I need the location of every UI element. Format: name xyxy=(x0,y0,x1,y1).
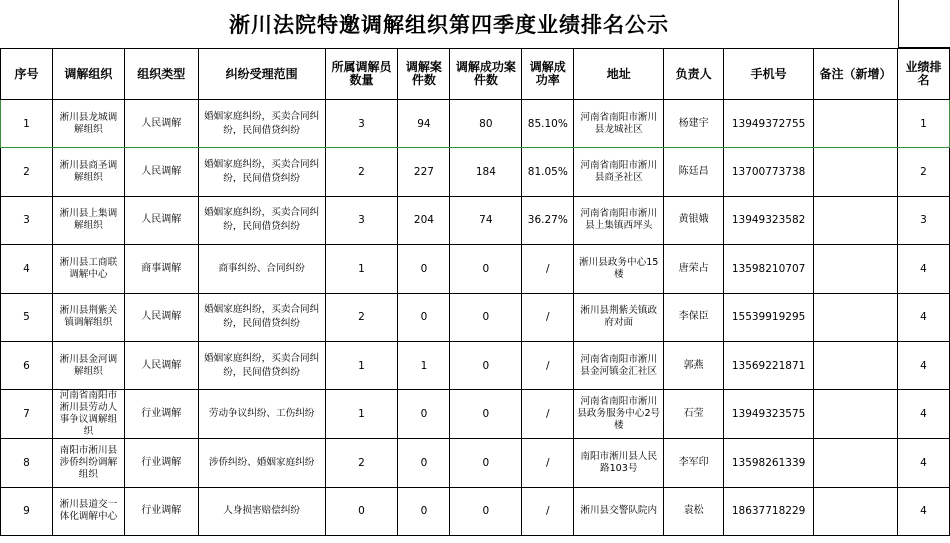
cell-range[interactable]: 劳动争议纠纷、工伤纠纷 xyxy=(198,390,325,439)
ranking-table xyxy=(0,48,950,536)
cell-range[interactable]: 婚姻家庭纠纷，买卖合同纠纷，民间借贷纠纷 xyxy=(198,196,325,244)
cell-org[interactable]: 淅川县商圣调解组织 xyxy=(52,148,124,196)
cell-index[interactable]: 6 xyxy=(1,341,53,389)
cell-cases[interactable]: 0 xyxy=(398,293,450,341)
cell-cases[interactable]: 204 xyxy=(398,196,450,244)
header-cell-person[interactable]: 负责人 xyxy=(664,49,724,100)
cell-range[interactable]: 人身损害赔偿纠纷 xyxy=(198,487,325,535)
header-cell-address[interactable]: 地址 xyxy=(574,49,664,100)
cell-type[interactable]: 行业调解 xyxy=(124,390,198,439)
table-row[interactable] xyxy=(1,487,950,535)
cell-success[interactable]: 0 xyxy=(450,487,522,535)
cell-rate[interactable]: / xyxy=(522,390,574,439)
cell-org[interactable]: 河南省南阳市淅川县劳动人事争议调解组织 xyxy=(52,390,124,439)
header-cell-mediators[interactable]: 所属调解员数量 xyxy=(325,49,398,100)
cell-index[interactable]: 7 xyxy=(1,390,53,439)
cell-org[interactable]: 淅川县荆紫关镇调解组织 xyxy=(52,293,124,341)
cell-mediators[interactable]: 3 xyxy=(325,196,398,244)
header-cell-phone[interactable]: 手机号 xyxy=(724,49,814,100)
cell-rank[interactable]: 2 xyxy=(897,148,949,196)
cell-rate[interactable]: 81.05% xyxy=(522,148,574,196)
cell-range[interactable]: 涉侨纠纷、婚姻家庭纠纷 xyxy=(198,439,325,487)
cell-phone[interactable]: 18637718229 xyxy=(724,487,814,535)
cell-type[interactable]: 商事调解 xyxy=(124,245,198,293)
cell-rank[interactable]: 4 xyxy=(897,245,949,293)
cell-rank[interactable]: 4 xyxy=(897,341,949,389)
cell-rate[interactable]: / xyxy=(522,245,574,293)
header-cell-rate[interactable]: 调解成功率 xyxy=(522,49,574,100)
cell-phone[interactable]: 13949372755 xyxy=(724,100,814,148)
cell-address[interactable]: 河南省南阳市淅川县上集镇西坪头 xyxy=(574,196,664,244)
cell-address[interactable]: 河南省南阳市淅川县政务服务中心2号楼 xyxy=(574,390,664,439)
cell-index[interactable]: 3 xyxy=(1,196,53,244)
cell-cases[interactable]: 1 xyxy=(398,341,450,389)
table-row[interactable] xyxy=(1,439,950,487)
cell-phone[interactable]: 13949323575 xyxy=(724,390,814,439)
cell-person[interactable]: 黄银娥 xyxy=(664,196,724,244)
cell-phone[interactable]: 15539919295 xyxy=(724,293,814,341)
cell-org[interactable]: 淅川县龙城调解组织 xyxy=(52,100,124,148)
header-cell-cases[interactable]: 调解案件数 xyxy=(398,49,450,100)
cell-note[interactable] xyxy=(814,100,898,148)
cell-address[interactable]: 河南省南阳市淅川县商圣社区 xyxy=(574,148,664,196)
cell-rank[interactable]: 1 xyxy=(897,100,949,148)
header-cell-index[interactable]: 序号 xyxy=(1,49,53,100)
cell-mediators[interactable]: 1 xyxy=(325,341,398,389)
cell-mediators[interactable]: 3 xyxy=(325,100,398,148)
cell-note[interactable] xyxy=(814,487,898,535)
cell-rank[interactable]: 4 xyxy=(897,439,949,487)
title-side-cell[interactable] xyxy=(898,0,950,48)
cell-cases[interactable]: 0 xyxy=(398,487,450,535)
cell-cases[interactable]: 0 xyxy=(398,439,450,487)
cell-phone[interactable]: 13598261339 xyxy=(724,439,814,487)
cell-note[interactable] xyxy=(814,341,898,389)
cell-note[interactable] xyxy=(814,293,898,341)
table-row[interactable] xyxy=(1,245,950,293)
cell-address[interactable]: 河南省南阳市淅川县龙城社区 xyxy=(574,100,664,148)
cell-range[interactable]: 婚姻家庭纠纷，买卖合同纠纷，民间借贷纠纷 xyxy=(198,293,325,341)
cell-address[interactable]: 南阳市淅川县人民路103号 xyxy=(574,439,664,487)
cell-range[interactable]: 婚姻家庭纠纷，买卖合同纠纷，民间借贷纠纷 xyxy=(198,148,325,196)
cell-note[interactable] xyxy=(814,390,898,439)
cell-mediators[interactable]: 2 xyxy=(325,148,398,196)
header-cell-success[interactable]: 调解成功案件数 xyxy=(450,49,522,100)
cell-success[interactable]: 0 xyxy=(450,390,522,439)
cell-org[interactable]: 淅川县金河调解组织 xyxy=(52,341,124,389)
cell-org[interactable]: 淅川县上集调解组织 xyxy=(52,196,124,244)
cell-address[interactable]: 河南省南阳市淅川县金河镇金汇社区 xyxy=(574,341,664,389)
cell-address[interactable]: 淅川县荆紫关镇政府对面 xyxy=(574,293,664,341)
cell-rate[interactable]: / xyxy=(522,439,574,487)
cell-mediators[interactable]: 1 xyxy=(325,390,398,439)
cell-cases[interactable]: 94 xyxy=(398,100,450,148)
cell-person[interactable]: 李军印 xyxy=(664,439,724,487)
cell-person[interactable]: 杨建宇 xyxy=(664,100,724,148)
cell-mediators[interactable]: 1 xyxy=(325,245,398,293)
cell-success[interactable]: 184 xyxy=(450,148,522,196)
cell-person[interactable]: 袁松 xyxy=(664,487,724,535)
cell-mediators[interactable]: 2 xyxy=(325,293,398,341)
cell-index[interactable]: 5 xyxy=(1,293,53,341)
cell-rate[interactable]: 36.27% xyxy=(522,196,574,244)
header-cell-note[interactable]: 备注（新增） xyxy=(814,49,898,100)
cell-phone[interactable]: 13949323582 xyxy=(724,196,814,244)
cell-note[interactable] xyxy=(814,148,898,196)
cell-mediators[interactable]: 2 xyxy=(325,439,398,487)
cell-type[interactable]: 人民调解 xyxy=(124,293,198,341)
cell-cases[interactable]: 227 xyxy=(398,148,450,196)
sheet-title: 淅川法院特邀调解组织第四季度业绩排名公示 xyxy=(0,0,898,49)
cell-phone[interactable]: 13598210707 xyxy=(724,245,814,293)
cell-person[interactable]: 陈廷昌 xyxy=(664,148,724,196)
header-cell-rank[interactable]: 业绩排名 xyxy=(897,49,949,100)
cell-rank[interactable]: 4 xyxy=(897,487,949,535)
cell-range[interactable]: 商事纠纷、合同纠纷 xyxy=(198,245,325,293)
header-cell-org[interactable]: 调解组织 xyxy=(52,49,124,100)
cell-range[interactable]: 婚姻家庭纠纷，买卖合同纠纷，民间借贷纠纷 xyxy=(198,341,325,389)
cell-phone[interactable]: 13700773738 xyxy=(724,148,814,196)
cell-note[interactable] xyxy=(814,439,898,487)
cell-index[interactable]: 2 xyxy=(1,148,53,196)
cell-org[interactable]: 淅川县道交一体化调解中心 xyxy=(52,487,124,535)
table-row[interactable] xyxy=(1,148,950,196)
table-row[interactable] xyxy=(1,293,950,341)
header-cell-type[interactable]: 组织类型 xyxy=(124,49,198,100)
cell-mediators[interactable]: 0 xyxy=(325,487,398,535)
cell-rate[interactable]: 85.10% xyxy=(522,100,574,148)
cell-success[interactable]: 0 xyxy=(450,439,522,487)
cell-type[interactable]: 行业调解 xyxy=(124,487,198,535)
cell-index[interactable]: 4 xyxy=(1,245,53,293)
cell-success[interactable]: 74 xyxy=(450,196,522,244)
cell-address[interactable]: 淅川县交警队院内 xyxy=(574,487,664,535)
cell-success[interactable]: 80 xyxy=(450,100,522,148)
cell-org[interactable]: 南阳市淅川县涉侨纠纷调解组织 xyxy=(52,439,124,487)
cell-rank[interactable]: 4 xyxy=(897,293,949,341)
table-row[interactable] xyxy=(1,390,950,439)
cell-success[interactable]: 0 xyxy=(450,245,522,293)
cell-index[interactable]: 1 xyxy=(1,100,53,148)
cell-rank[interactable]: 4 xyxy=(897,390,949,439)
cell-note[interactable] xyxy=(814,196,898,244)
cell-range[interactable]: 婚姻家庭纠纷，买卖合同纠纷，民间借贷纠纷 xyxy=(198,100,325,148)
cell-address[interactable]: 淅川县政务中心15楼 xyxy=(574,245,664,293)
cell-note[interactable] xyxy=(814,245,898,293)
cell-type[interactable]: 人民调解 xyxy=(124,196,198,244)
cell-type[interactable]: 人民调解 xyxy=(124,148,198,196)
table-row[interactable] xyxy=(1,100,950,148)
cell-person[interactable]: 唐荣占 xyxy=(664,245,724,293)
cell-type[interactable]: 人民调解 xyxy=(124,100,198,148)
cell-type[interactable]: 人民调解 xyxy=(124,341,198,389)
cell-rate[interactable]: / xyxy=(522,487,574,535)
cell-rank[interactable]: 3 xyxy=(897,196,949,244)
cell-person[interactable]: 郭燕 xyxy=(664,341,724,389)
table-row[interactable] xyxy=(1,341,950,389)
cell-success[interactable]: 0 xyxy=(450,293,522,341)
cell-rate[interactable]: / xyxy=(522,341,574,389)
cell-index[interactable]: 8 xyxy=(1,439,53,487)
cell-phone[interactable]: 13569221871 xyxy=(724,341,814,389)
cell-rate[interactable]: / xyxy=(522,293,574,341)
cell-cases[interactable]: 0 xyxy=(398,390,450,439)
cell-org[interactable]: 淅川县工商联调解中心 xyxy=(52,245,124,293)
cell-index[interactable]: 9 xyxy=(1,487,53,535)
table-row[interactable] xyxy=(1,196,950,244)
cell-person[interactable]: 石莹 xyxy=(664,390,724,439)
cell-success[interactable]: 0 xyxy=(450,341,522,389)
header-row xyxy=(1,49,950,100)
cell-type[interactable]: 行业调解 xyxy=(124,439,198,487)
cell-cases[interactable]: 0 xyxy=(398,245,450,293)
header-cell-range[interactable]: 纠纷受理范围 xyxy=(198,49,325,100)
cell-person[interactable]: 李保臣 xyxy=(664,293,724,341)
